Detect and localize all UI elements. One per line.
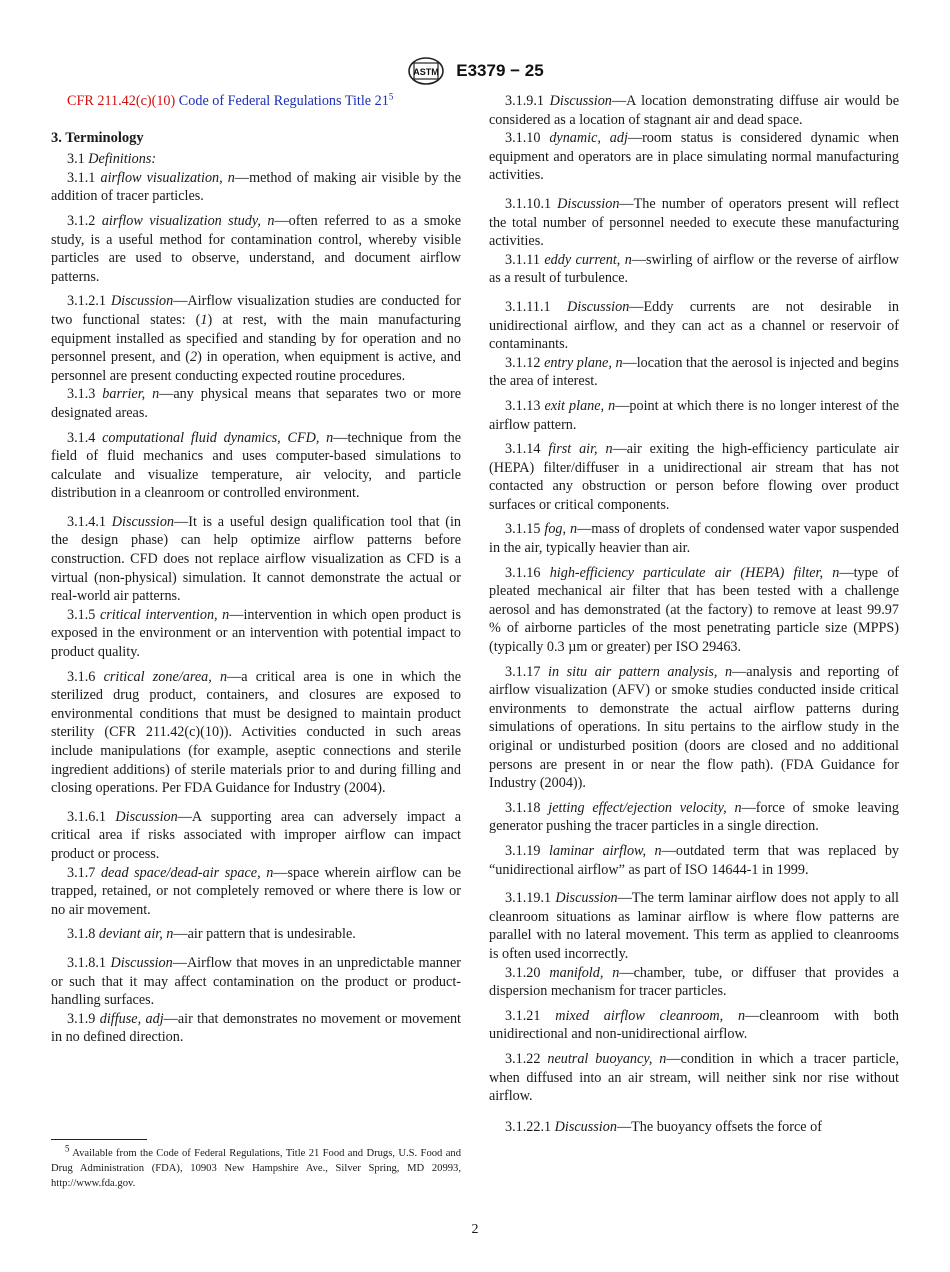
def-3-1-16: 3.1.16 high-efficiency particulate air (HEPA) filter, n—type of pleated mechanical air filter that has been tested with a challenge aerosol and has demonstrated (at the factory) to remove at least 99.97 % of airborne particles of the most penetrating particle size (MPPS) (typically 0.3 µm or greater) per ISO 29463. bbox=[489, 564, 900, 656]
def-3-1: 3.1 Definitions: bbox=[67, 151, 157, 168]
def-3-1-21: 3.1.21 mixed airflow cleanroom, n—cleanroom with both unidirectional and non-unidirectional airflow. bbox=[489, 1007, 900, 1043]
page-number: 2 bbox=[471, 1222, 479, 1237]
footnote: $^5$ Available from the Code of Federal Regulations, Title 21 Food and Drugs, U.S. Food and Drug Administration (FDA), 10903 New Hampshire Ave., Silver Spring, MD 20993, http://www.fda.gov. bbox=[51, 1143, 461, 1189]
cfr-link[interactable]: CFR 211.42(c)(10) bbox=[67, 93, 176, 109]
def-3-1-13: 3.1.13 exit plane, n—point at which there is no longer interest of the airflow pattern. bbox=[489, 397, 899, 433]
def-3-1-4-1: 3.1.4.1 Discussion—It is a useful design qualification tool that (in the design phase) can help optimize airflow patterns before construction. CFD does not replace airflow visualization as CFD is a virtual (non-physical) simulation. It cannot demonstrate the actual or real-world air patterns. bbox=[51, 513, 461, 605]
standard-designation: E3379 − 25 bbox=[456, 61, 544, 80]
def-3-1-17: 3.1.17 in situ air pattern analysis, n—analysis and reporting of airflow visualization (AFV) or smoke studies conducted inside critical environments to demonstrate the actual airflow patterns during simulations of operations. In situ pertains to the airflow study in the original or undisturbed position (doors are closed and no additional persons are present in or near the flow path). (FDA Guidance for Industry (2004)). bbox=[489, 663, 900, 792]
def-3-1-19-1: 3.1.19.1 Discussion—The term laminar airflow does not apply to all cleanroom situations as laminar airflow is where flow patterns are parallel with no lateral movement. This term as applied to cleanrooms is often used incorrectly. bbox=[489, 890, 900, 962]
def-3-1-1: 3.1.1 airflow visualization, n—method of making air visible by the addition of tracer particles. bbox=[51, 169, 462, 205]
def-3-1-2: 3.1.2 airflow visualization study, n—often referred to as a smoke study, is a useful method for contamination control, whereby visible particles are used to observe, understand, and document airflow patterns. bbox=[51, 212, 462, 285]
def-3-1-10: 3.1.10 dynamic, adj—room status is considered dynamic when equipment and operators are in place simulating normal manufacturing activities. bbox=[489, 130, 900, 184]
def-3-1-3: 3.1.3 barrier, n—any physical means that separates two or more designated areas. bbox=[51, 386, 462, 421]
def-3-1-11: 3.1.11 eddy current, n—swirling of airflow or the reverse of airflow as a result of turbulence. bbox=[489, 251, 899, 287]
cfr-title-link[interactable]: Code of Federal Regulations Title 21 bbox=[178, 93, 389, 109]
def-3-1-14: 3.1.14 first air, n—air exiting the high-efficiency particulate air (HEPA) filter/diffuser in a unidirectional air stream that has not contacted any obstruction or person before flowing over product surfaces or critical components. bbox=[489, 441, 899, 513]
section-heading: 3. Terminology bbox=[51, 129, 144, 146]
def-3-1-7: 3.1.7 dead space/dead-air space, n—space wherein airflow can be trapped, retained, or not completely removed or where there is low or no air movement. bbox=[51, 864, 462, 918]
astm-logo-icon bbox=[406, 56, 446, 86]
footnote-divider bbox=[51, 1139, 147, 1140]
right-column bbox=[489, 92, 899, 1142]
def-3-1-20: 3.1.20 manifold, n—chamber, tube, or diffuser that provides a dispersion mechanism for tracer particles. bbox=[489, 964, 900, 1000]
svg-text:ASTM: ASTM bbox=[413, 67, 440, 77]
cfr-reference bbox=[51, 92, 461, 111]
def-3-1-6-1: 3.1.6.1 Discussion—A supporting area can adversely impact a critical area if risks associated with improper airflow can impact product or process. bbox=[51, 808, 461, 862]
def-3-1-5: 3.1.5 critical intervention, n—intervention in which open product is exposed in the environment or an intervention with potential impact to product quality. bbox=[51, 606, 461, 661]
def-3-1-22-1: 3.1.22.1 Discussion—The buoyancy offsets the force of bbox=[505, 1118, 822, 1135]
page-header bbox=[0, 56, 950, 86]
def-3-1-8-1: 3.1.8.1 Discussion—Airflow that moves in an unpredictable manner or such that it may affect contamination on the product or product-handling surfaces. bbox=[51, 954, 461, 1009]
def-3-1-8: 3.1.8 deviant air, n—air pattern that is undesirable. bbox=[67, 926, 356, 943]
def-3-1-22: 3.1.22 neutral buoyancy, n—condition in which a tracer particle, when diffused into an air stream, will neither sink nor rise without airflow. bbox=[489, 1050, 900, 1105]
def-3-1-11-1: 3.1.11.1 Discussion—Eddy currents are not desirable in unidirectional airflow, and they can act as a channel or reservoir of contaminants. bbox=[489, 298, 899, 353]
def-3-1-18: 3.1.18 jetting effect/ejection velocity, n—force of smoke leaving generator pushing the tracer particles in a single direction. bbox=[489, 799, 899, 835]
def-3-1-19: 3.1.19 laminar airflow, n—outdated term that was replaced by “unidirectional airflow” as part of ISO 14644-1 in 1999. bbox=[489, 842, 900, 878]
def-3-1-9: 3.1.9 diffuse, adj—air that demonstrates no movement or movement in no defined direction. bbox=[51, 1010, 461, 1046]
def-3-1-6: 3.1.6 critical zone/area, n—a critical area is one in which the sterilized drug product, containers, and closures are exposed to environmental conditions that must be designed to maintain product sterility (CFR 211.42(c)(10)). Activities conducted in such areas include manipulations (for example, aseptic connections and sterile ingredient additions) of sterile materials prior to and during filling and closing operations. Per FDA Guidance for Industry (2004). bbox=[51, 668, 461, 797]
def-3-1-2-1: 3.1.2.1 Discussion—Airflow visualization studies are conducted for two functional states: (1) at rest, with the main manufacturing equipment installed as specified and standing by for operation and no personnel present, and (2) in operation, when equipment is active, and personnel are present conducting expected routine procedures. bbox=[51, 293, 461, 384]
def-3-1-15: 3.1.15 fog, n—mass of droplets of condensed water vapor suspended in the air, typically heavier than air. bbox=[489, 521, 900, 557]
def-3-1-9-1: 3.1.9.1 Discussion—A location demonstrating diffuse air would be considered as a location of stagnant air and dead space. bbox=[489, 93, 900, 128]
def-3-1-12: 3.1.12 entry plane, n—location that the aerosol is injected and begins the area of interest. bbox=[489, 354, 900, 390]
left-column bbox=[51, 92, 461, 1053]
def-3-1-10-1: 3.1.10.1 Discussion—The number of operators present will reflect the total number of personnel needed to execute these manufacturing activities. bbox=[489, 195, 900, 250]
def-3-1-4: 3.1.4 computational fluid dynamics, CFD, n—technique from the field of fluid mechanics and uses computer-based simulations to calculate and visualize temperature, air velocity, and particle distribution in a cleanroom or controlled environment. bbox=[51, 429, 461, 502]
footnote-ref[interactable]: 5 bbox=[388, 91, 394, 102]
